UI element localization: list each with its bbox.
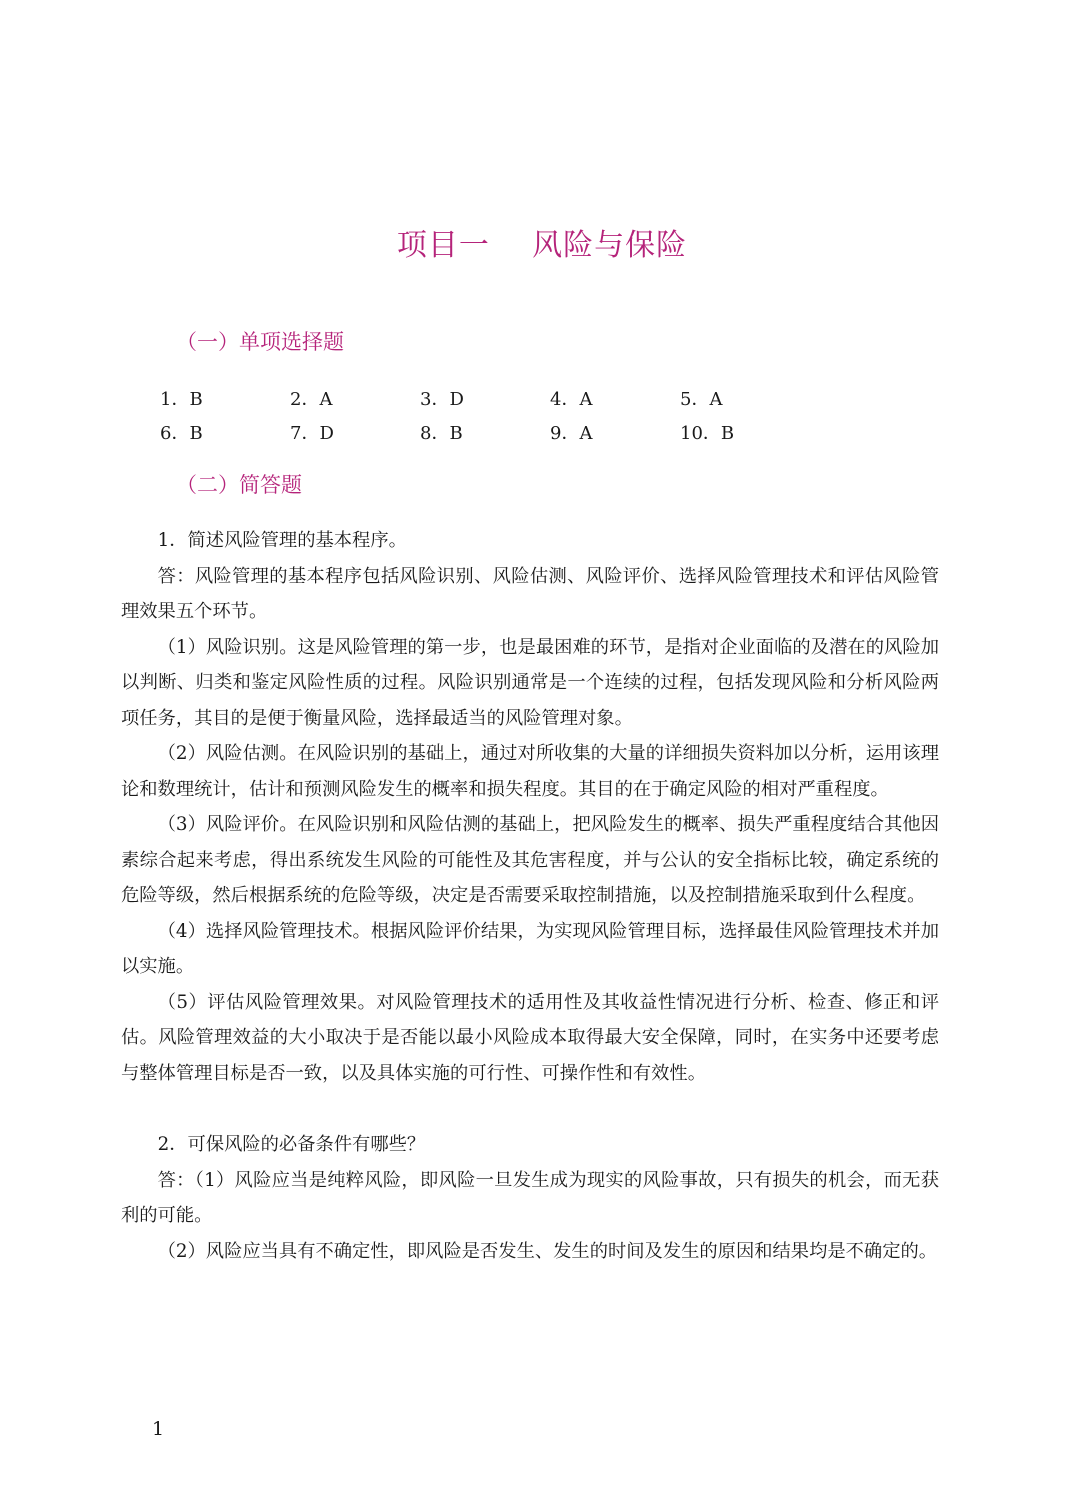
answer-paragraph: 答：（1）风险应当是纯粹风险，即风险一旦发生成为现实的风险事故，只有损失的机会，而无获利的可能。	[121, 1169, 939, 1226]
answer-cell: 7．D	[290, 423, 334, 444]
answer-cell: 8．B	[420, 423, 463, 444]
answer-cell: 9．A	[550, 423, 593, 444]
section-heading-short-answer: （二）简答题	[176, 473, 302, 497]
answer-cell: 10．B	[680, 423, 735, 444]
answer-paragraph: （1）风险识别。这是风险管理的第一步，也是最困难的环节，是指对企业面临的及潜在的风险加以判断、归类和鉴定风险性质的过程。风险识别通常是一个连续的过程，包括发现风险和分析风险两项任务，其目的是便于衡量风险，选择最适当的风险管理对象。	[121, 636, 939, 729]
answer-row	[160, 381, 810, 415]
answer-cell: 1．B	[160, 389, 203, 410]
answer-cell: 3．D	[420, 389, 464, 410]
answer-cell: 5．A	[680, 389, 723, 410]
answer-paragraph: （5）评估风险管理效果。对风险管理技术的适用性及其收益性情况进行分析、检查、修正和评估。风险管理效益的大小取决于是否能以最小风险成本取得最大安全保障，同时，在实务中还要考虑与整体管理目标是否一致，以及具体实施的可行性、可操作性和有效性。	[121, 991, 939, 1084]
body-text	[121, 523, 939, 1269]
answer-cell: 4．A	[550, 389, 593, 410]
question-1: 1．简述风险管理的基本程序。	[157, 530, 407, 551]
page-number: 1	[152, 1418, 165, 1440]
answer-paragraph: 答：风险管理的基本程序包括风险识别、风险估测、风险评价、选择风险管理技术和评估风险管理效果五个环节。	[121, 565, 939, 622]
answer-cell: 2．A	[290, 389, 333, 410]
section-heading-choice: （一）单项选择题	[176, 330, 344, 354]
page-title: 项目一 风险与保险	[396, 228, 688, 263]
answer-paragraph: （4）选择风险管理技术。根据风险评价结果，为实现风险管理目标，选择最佳风险管理技术并加以实施。	[121, 920, 939, 977]
answer-row	[160, 415, 810, 449]
answer-grid	[160, 381, 810, 449]
answer-paragraph: （3）风险评价。在风险识别和风险估测的基础上，把风险发生的概率、损失严重程度结合其他因素综合起来考虑，得出系统发生风险的可能性及其危害程度，并与公认的安全指标比较，确定系统的危险等级，然后根据系统的危险等级，决定是否需要采取控制措施，以及控制措施采取到什么程度。	[121, 814, 939, 906]
answer-cell: 6．B	[160, 423, 203, 444]
answer-paragraph: （2）风险应当具有不确定性，即风险是否发生、发生的时间及发生的原因和结果均是不确定的。	[157, 1240, 938, 1262]
answer-paragraph: （2）风险估测。在风险识别的基础上，通过对所收集的大量的详细损失资料加以分析，运用该理论和数理统计，估计和预测风险发生的概率和损失程度。其目的在于确定风险的相对严重程度。	[121, 743, 939, 800]
question-2: 2．可保风险的必备条件有哪些？	[157, 1134, 426, 1155]
